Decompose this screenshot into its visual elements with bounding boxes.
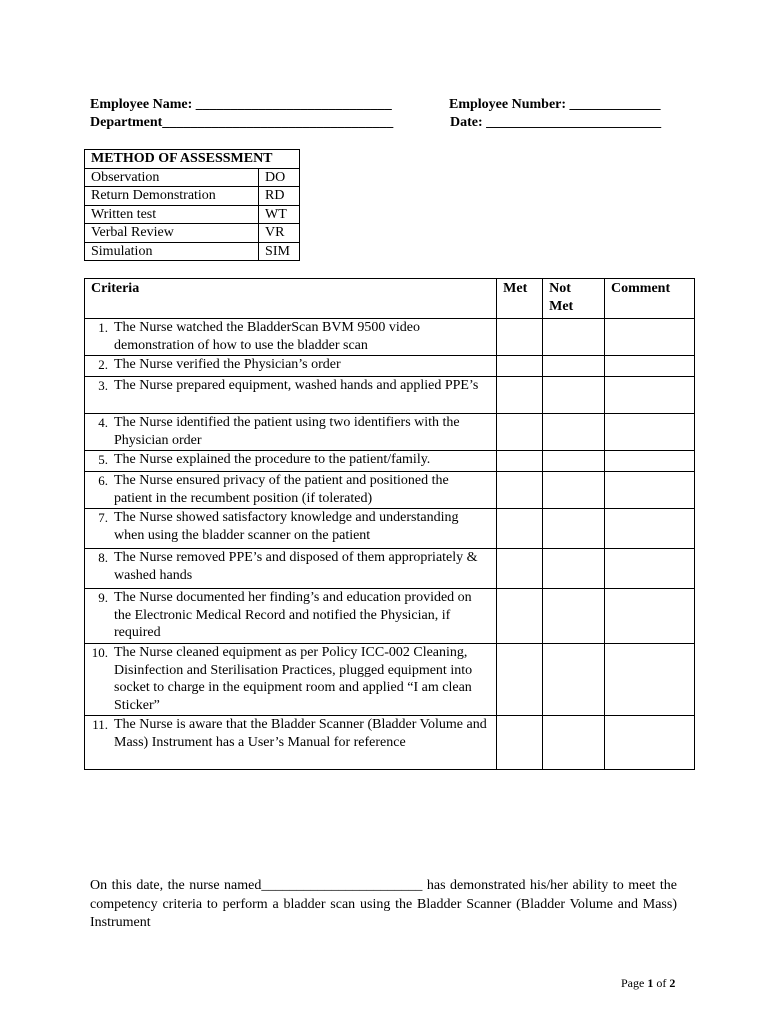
criterion-number: 1.: [98, 320, 108, 335]
criterion-text: The Nurse showed satisfactory knowledge and understanding when using the bladder scanner on the patient: [114, 510, 459, 543]
criterion-text: The Nurse identified the patient using two identifiers with the Physician order: [114, 415, 460, 448]
criterion-text: The Nurse is aware that the Bladder Scanner (Bladder Volume and Mass) Instrument has a User’s Manual for reference: [114, 717, 487, 750]
criterion-cell: [85, 356, 497, 377]
met-cell[interactable]: [497, 644, 543, 716]
method-of-assessment-table: [84, 149, 300, 261]
met-cell[interactable]: [497, 319, 543, 356]
method-code: WT: [259, 205, 300, 224]
date-label: Date: _________________________: [450, 115, 662, 130]
page-label: Page: [621, 976, 645, 990]
met-cell[interactable]: [497, 377, 543, 414]
criteria-table: [84, 278, 695, 770]
criterion-text: The Nurse cleaned equipment as per Policy ICC-002 Cleaning, Disinfection and Sterilisation Practices, plugged equipment into socket to charge in the equipment room and applied “I am clean Sticker”: [114, 645, 473, 713]
method-table-title: METHOD OF ASSESSMENT: [85, 150, 300, 169]
criterion-cell: [85, 414, 497, 451]
method-code: DO: [259, 168, 300, 187]
criterion-text: The Nurse documented her finding’s and education provided on the Electronic Medical Record and notified the Physician, if required: [114, 590, 472, 640]
page-total: 2: [669, 976, 676, 990]
comment-header: Comment: [605, 279, 695, 319]
criterion-text: The Nurse watched the BladderScan BVM 9500 video demonstration of how to use the bladder scan: [114, 320, 420, 353]
comment-cell[interactable]: [605, 451, 695, 472]
criteria-row: [85, 414, 695, 451]
criterion-cell: [85, 451, 497, 472]
employee-number-label: Employee Number: _____________: [449, 97, 661, 112]
criterion-cell: [85, 509, 497, 549]
criteria-row: [85, 319, 695, 356]
department-label: Department_________________________________: [90, 115, 394, 130]
method-code: SIM: [259, 242, 300, 261]
criteria-row: [85, 377, 695, 414]
criterion-cell: [85, 472, 497, 509]
met-cell[interactable]: [497, 414, 543, 451]
not-met-cell[interactable]: [543, 644, 605, 716]
of-label: of: [656, 976, 667, 990]
method-row: [85, 242, 300, 261]
criteria-header: Criteria: [85, 279, 497, 319]
criteria-row: [85, 472, 695, 509]
met-header: Met: [497, 279, 543, 319]
criteria-row: [85, 356, 695, 377]
not-met-cell[interactable]: [543, 319, 605, 356]
met-cell[interactable]: [497, 472, 543, 509]
criteria-row: [85, 589, 695, 644]
met-cell[interactable]: [497, 356, 543, 377]
not-met-cell[interactable]: [543, 509, 605, 549]
criterion-number: 11.: [92, 717, 108, 732]
not-met-cell[interactable]: [543, 451, 605, 472]
criterion-number: 9.: [98, 590, 108, 605]
comment-cell[interactable]: [605, 319, 695, 356]
criterion-cell: [85, 319, 497, 356]
met-cell[interactable]: [497, 451, 543, 472]
criteria-row: [85, 716, 695, 770]
not-met-cell[interactable]: [543, 356, 605, 377]
not-met-cell[interactable]: [543, 549, 605, 589]
criterion-cell: [85, 644, 497, 716]
not-met-cell[interactable]: [543, 716, 605, 770]
criterion-number: 5.: [98, 452, 108, 467]
criterion-text: The Nurse removed PPE’s and disposed of them appropriately & washed hands: [114, 550, 478, 583]
comment-cell[interactable]: [605, 589, 695, 644]
method-name: Verbal Review: [85, 224, 259, 243]
comment-cell[interactable]: [605, 472, 695, 509]
method-code: VR: [259, 224, 300, 243]
criterion-number: 10.: [91, 645, 108, 660]
criterion-cell: [85, 549, 497, 589]
criterion-number: 3.: [98, 378, 108, 393]
criterion-text: The Nurse explained the procedure to the patient/family.: [114, 452, 431, 467]
method-name: Return Demonstration: [85, 187, 259, 206]
method-name: Written test: [85, 205, 259, 224]
method-row: [85, 187, 300, 206]
criterion-cell: [85, 589, 497, 644]
criteria-row: [85, 509, 695, 549]
criterion-number: 2.: [98, 357, 108, 372]
criterion-text: The Nurse ensured privacy of the patient and positioned the patient in the recumbent position (if tolerated): [114, 473, 449, 506]
comment-cell[interactable]: [605, 549, 695, 589]
employee-name-label: Employee Name: ____________________________: [90, 97, 392, 112]
not-met-cell[interactable]: [543, 414, 605, 451]
method-row: [85, 224, 300, 243]
criterion-number: 6.: [98, 473, 108, 488]
not-met-header: Not Met: [543, 279, 605, 319]
criterion-number: 8.: [98, 550, 108, 565]
criterion-text: The Nurse prepared equipment, washed hands and applied PPE’s: [114, 378, 479, 393]
comment-cell[interactable]: [605, 644, 695, 716]
method-name: Observation: [85, 168, 259, 187]
criterion-cell: [85, 377, 497, 414]
not-met-cell[interactable]: [543, 589, 605, 644]
comment-cell[interactable]: [605, 509, 695, 549]
page-current: 1: [647, 976, 654, 990]
criteria-row: [85, 549, 695, 589]
comment-cell[interactable]: [605, 414, 695, 451]
comment-cell[interactable]: [605, 716, 695, 770]
method-row: [85, 168, 300, 187]
method-code: RD: [259, 187, 300, 206]
criteria-row: [85, 451, 695, 472]
criterion-number: 7.: [98, 510, 108, 525]
met-cell[interactable]: [497, 509, 543, 549]
criteria-row: [85, 644, 695, 716]
met-cell[interactable]: [497, 589, 543, 644]
met-cell[interactable]: [497, 716, 543, 770]
method-name: Simulation: [85, 242, 259, 261]
not-met-cell[interactable]: [543, 377, 605, 414]
criterion-cell: [85, 716, 497, 770]
not-met-cell[interactable]: [543, 472, 605, 509]
met-cell[interactable]: [497, 549, 543, 589]
competency-statement: On this date, the nurse named_______________________ has demonstrated his/her ability to meet the competency criteria to perform a bladder scan using the Bladder Scanner (Bladder Volume and Mass) Instrument: [90, 878, 677, 930]
page-footer: [621, 976, 675, 991]
comment-cell[interactable]: [605, 377, 695, 414]
criterion-text: The Nurse verified the Physician’s order: [114, 357, 341, 372]
criterion-number: 4.: [98, 415, 108, 430]
comment-cell[interactable]: [605, 356, 695, 377]
method-row: [85, 205, 300, 224]
